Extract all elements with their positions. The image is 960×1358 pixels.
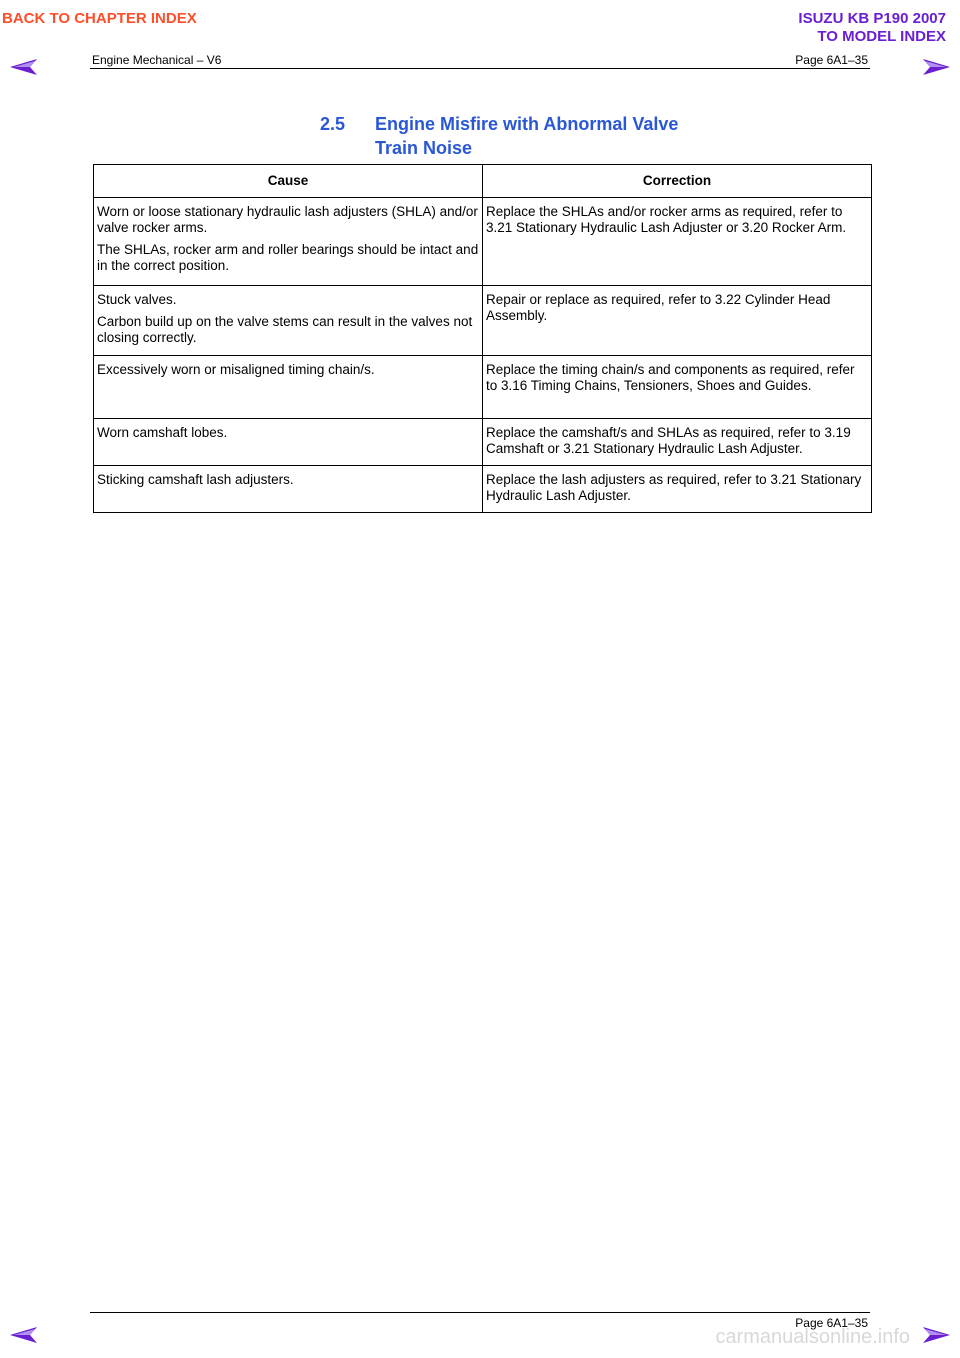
arrow-right-icon bbox=[922, 1326, 950, 1344]
cause-cell bbox=[94, 198, 483, 286]
next-page-bottom-button[interactable] bbox=[922, 1326, 950, 1344]
prev-page-top-button[interactable] bbox=[10, 58, 38, 76]
brand-title: ISUZU KB P190 2007 bbox=[798, 10, 946, 27]
correction-cell bbox=[483, 356, 872, 419]
arrow-left-icon bbox=[10, 1326, 38, 1344]
brand-block bbox=[798, 10, 946, 46]
column-header-correction: Correction bbox=[483, 165, 872, 198]
prev-page-bottom-button[interactable] bbox=[10, 1326, 38, 1344]
cause-text: Worn camshaft lobes. bbox=[97, 425, 228, 440]
cause-cell bbox=[94, 356, 483, 419]
correction-text: Replace the SHLAs and/or rocker arms as required, refer to 3.21 Stationary Hydraulic Lash Adjuster or 3.20 Rocker Arm. bbox=[486, 204, 847, 235]
arrow-right-icon bbox=[922, 58, 950, 76]
table-header-row bbox=[94, 165, 872, 198]
correction-cell bbox=[483, 198, 872, 286]
header-divider bbox=[90, 68, 870, 69]
cause-text: Stuck valves. bbox=[97, 292, 177, 307]
correction-cell bbox=[483, 419, 872, 466]
correction-text: Replace the lash adjusters as required, refer to 3.21 Stationary Hydraulic Lash Adjuster. bbox=[486, 472, 862, 503]
cause-text: Excessively worn or misaligned timing chain/s. bbox=[97, 362, 375, 377]
cause-cell bbox=[94, 466, 483, 513]
column-header-cause: Cause bbox=[94, 165, 483, 198]
table-row bbox=[94, 198, 872, 286]
to-model-index-link[interactable]: TO MODEL INDEX bbox=[817, 28, 946, 45]
table-row bbox=[94, 286, 872, 356]
header-chapter: Engine Mechanical – V6 bbox=[92, 53, 222, 67]
arrow-left-icon bbox=[10, 58, 38, 76]
section-title-line2: Train Noise bbox=[375, 138, 473, 158]
correction-cell bbox=[483, 286, 872, 356]
footer-page: Page 6A1–35 bbox=[795, 1316, 868, 1330]
section-title bbox=[320, 112, 678, 160]
correction-text: Replace the timing chain/s and components as required, refer to 3.16 Timing Chains, Tensioners, Shoes and Guides. bbox=[486, 362, 855, 393]
next-page-top-button[interactable] bbox=[922, 58, 950, 76]
correction-text: Repair or replace as required, refer to 3.22 Cylinder Head Assembly. bbox=[486, 292, 831, 323]
table-row bbox=[94, 356, 872, 419]
cause-cell bbox=[94, 419, 483, 466]
footer-divider bbox=[90, 1312, 870, 1313]
cause-cell bbox=[94, 286, 483, 356]
correction-text: Replace the camshaft/s and SHLAs as required, refer to 3.19 Camshaft or 3.21 Stationary Hydraulic Lash Adjuster. bbox=[486, 425, 851, 456]
table-row bbox=[94, 466, 872, 513]
cause-text: Worn or loose stationary hydraulic lash adjusters (SHLA) and/or valve rocker arms. bbox=[97, 204, 478, 235]
table-row bbox=[94, 419, 872, 466]
diagnosis-table bbox=[93, 164, 872, 513]
cause-text: The SHLAs, rocker arm and roller bearings should be intact and in the correct position. bbox=[97, 242, 479, 273]
back-to-chapter-index-link[interactable]: BACK TO CHAPTER INDEX bbox=[2, 10, 197, 27]
watermark: carmanualsonline.info bbox=[715, 1326, 910, 1348]
header-page: Page 6A1–35 bbox=[795, 53, 868, 67]
correction-cell bbox=[483, 466, 872, 513]
section-number: 2.5 bbox=[320, 114, 346, 134]
cause-text: Sticking camshaft lash adjusters. bbox=[97, 472, 294, 487]
cause-text: Carbon build up on the valve stems can result in the valves not closing correctly. bbox=[97, 314, 473, 345]
section-title-line1: Engine Misfire with Abnormal Valve bbox=[375, 114, 679, 134]
